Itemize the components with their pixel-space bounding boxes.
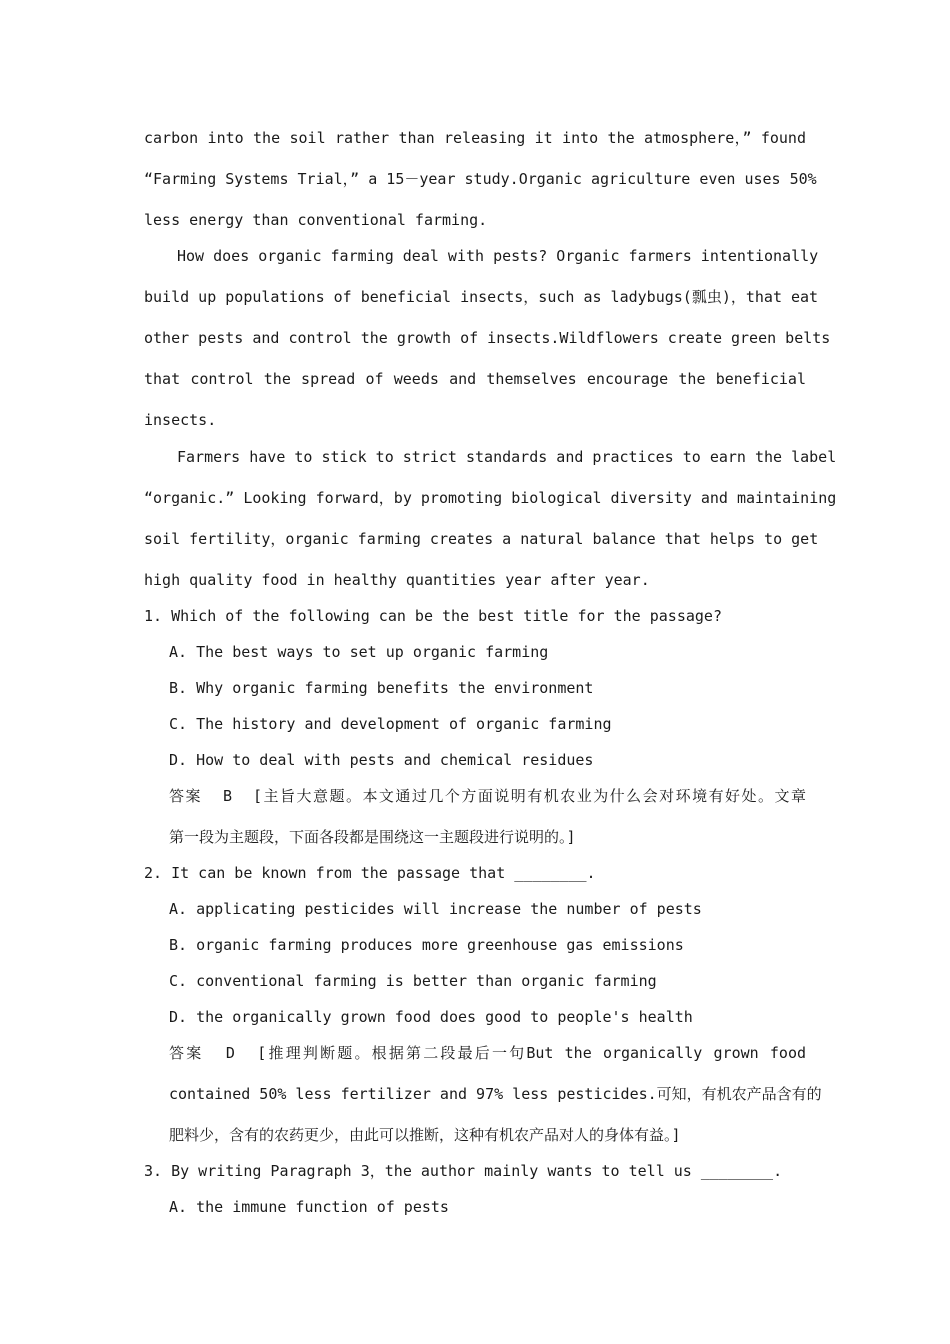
passage-line: high quality food in healthy quantities year after year. (144, 571, 650, 589)
passage-line: “Farming Systems Trial，” a 15－year study.Organic agriculture even uses 50% (144, 170, 817, 188)
option-d: D. the organically grown food does good to people's health (169, 1008, 693, 1026)
passage-line: insects. (144, 411, 217, 429)
passage-line: other pests and control the growth of insects.Wildflowers create green belts (144, 329, 831, 347)
answer-explanation: 答案 B [主旨大意题。本文通过几个方面说明有机农业为什么会对环境有好处。文章 (169, 787, 806, 805)
passage-line: Farmers have to stick to strict standards and practices to earn the label (177, 448, 837, 466)
passage-line: carbon into the soil rather than releasing it into the atmosphere，” found (144, 129, 806, 147)
option-d: D. How to deal with pests and chemical residues (169, 751, 594, 769)
option-a: A. applicating pesticides will increase the number of pests (169, 900, 702, 918)
passage-line: “organic.” Looking forward，by promoting biological diversity and maintaining (144, 489, 837, 507)
passage-line: less energy than conventional farming. (144, 211, 488, 229)
option-c: C. conventional farming is better than organic farming (169, 972, 657, 990)
answer-explanation: contained 50% less fertilizer and 97% less pesticides.可知，有机农产品含有的 (169, 1085, 822, 1103)
option-a: A. The best ways to set up organic farming (169, 643, 549, 661)
question-stem: 3. By writing Paragraph 3，the author mainly wants to tell us ________. (144, 1162, 783, 1180)
passage-line: build up populations of beneficial insects，such as ladybugs(瓢虫)，that eat (144, 288, 819, 306)
answer-explanation: 肥料少，含有的农药更少，由此可以推断，这种有机农产品对人的身体有益。] (169, 1126, 681, 1144)
option-b: B. Why organic farming benefits the environment (169, 679, 594, 697)
answer-explanation: 第一段为主题段，下面各段都是围绕这一主题段进行说明的。] (169, 828, 576, 846)
option-c: C. The history and development of organic farming (169, 715, 612, 733)
passage-line: soil fertility，organic farming creates a natural balance that helps to get (144, 530, 819, 548)
option-b: B. organic farming produces more greenhouse gas emissions (169, 936, 684, 954)
passage-line: that control the spread of weeds and themselves encourage the beneficial (144, 370, 806, 388)
passage-line: How does organic farming deal with pests? Organic farmers intentionally (177, 247, 819, 265)
option-a: A. the immune function of pests (169, 1198, 449, 1216)
answer-explanation: 答案 D [推理判断题。根据第二段最后一句But the organically grown food (169, 1044, 806, 1062)
question-stem: 1. Which of the following can be the best title for the passage? (144, 607, 722, 625)
question-stem: 2. It can be known from the passage that ________. (144, 864, 596, 882)
